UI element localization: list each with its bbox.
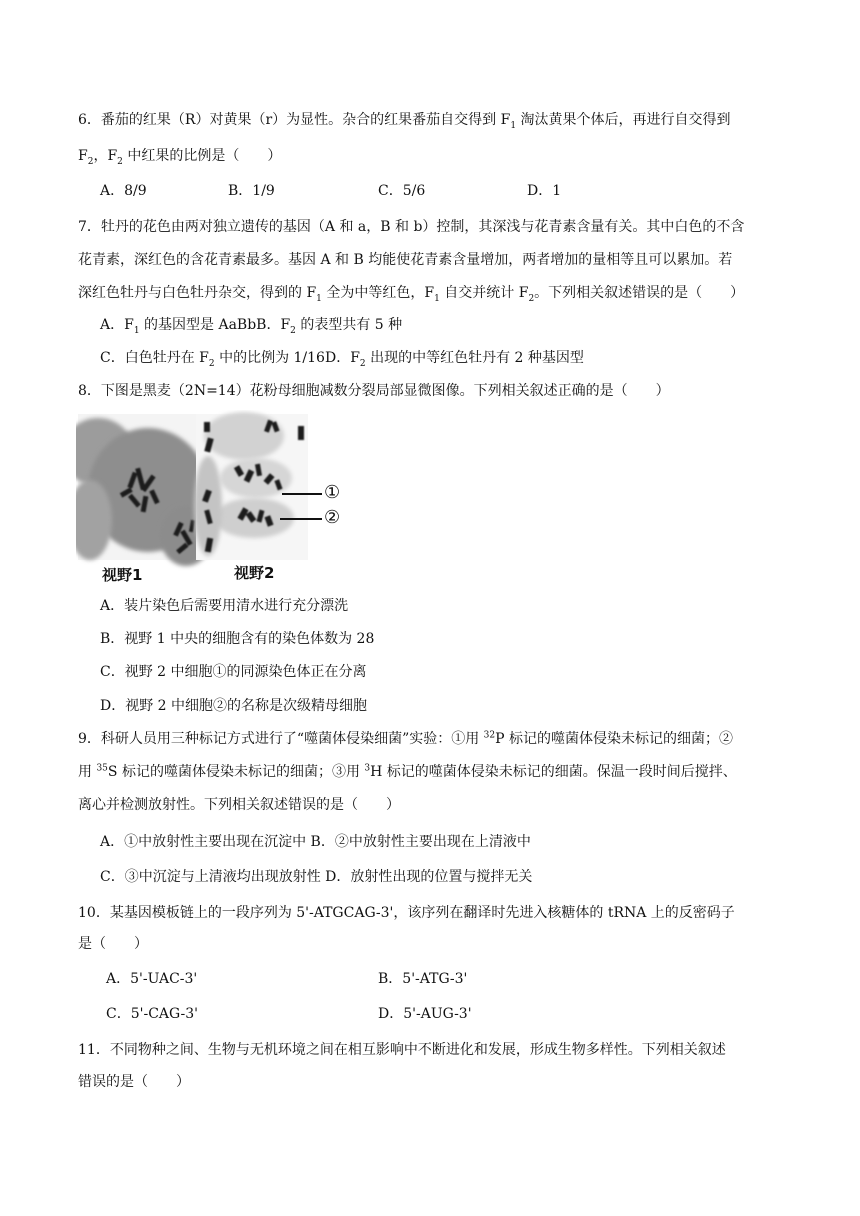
q9-stem-line-1: 9．科研人员用三种标记方式进行了“噬菌体侵染细菌”实验：①用 $^{32}$P 标记的噬菌体侵染未标记的细菌；②: [78, 730, 733, 747]
figure-marker-1: ①: [324, 482, 341, 503]
q10-stem-line-1: 10．某基因模板链上的一段序列为 5'-ATGCAG-3'，该序列在翻译时先进入核糖体的 tRNA 上的反密码子: [78, 905, 735, 921]
q10-option-d: D．5'-AUG-3': [378, 1006, 472, 1022]
q11-stem-line-2: 错误的是（ ）: [78, 1074, 190, 1090]
q7-options-cd: C．白色牡丹在 $F_2$ 中的比例为 1/16D．$F_2$ 出现的中等红色牡丹有 2 种基因型: [100, 350, 584, 369]
q10-option-a: A．5'-UAC-3': [106, 971, 198, 987]
q9-stem-line-3: 离心并检测放射性。下列相关叙述错误的是（ ）: [78, 797, 400, 813]
q11-stem-line-1: 11．不同物种之间、生物与无机环境之间在相互影响中不断进化和发展，形成生物多样性。下列相关叙述: [78, 1042, 726, 1058]
q7-options-ab: A．$F_1$ 的基因型是 AaBbB．$F_2$ 的表型共有 5 种: [100, 317, 403, 336]
q6-option-d: D．1: [527, 183, 562, 199]
q7-stem-line-1: 7．牡丹的花色由两对独立遗传的基因（A 和 a，B 和 b）控制，其深浅与花青素含量有关。其中白色的不含: [78, 219, 745, 235]
q8-option-c: C．视野 2 中细胞①的同源染色体正在分离: [100, 664, 367, 680]
q10-stem-line-2: 是（ ）: [78, 936, 148, 952]
figure-label-field-1: 视野1: [102, 566, 143, 584]
q9-stem-line-2: 用 $^{35}$S 标记的噬菌体侵染未标记的细菌；③用 $^3$H 标记的噬菌体侵染未标记的细菌。保温一段时间后搅拌、: [78, 763, 737, 780]
q9-options-ab: A．①中放射性主要出现在沉淀中 B．②中放射性主要出现在上清液中: [100, 834, 531, 850]
q7-stem-line-3: 深红色牡丹与白色牡丹杂交，得到的 $F_1$ 全为中等红色，$F_1$ 自交并统计 $F_2$。下列相关叙述错误的是（ ）: [78, 285, 745, 304]
field-of-view-2: [194, 412, 322, 560]
q9-options-cd: C．③中沉淀与上清液均出现放射性 D．放射性出现的位置与搅拌无关: [100, 869, 533, 885]
q10-option-c: C．5'-CAG-3': [106, 1006, 198, 1022]
q6-option-a: A．8/9: [100, 183, 147, 199]
q10-option-b: B．5'-ATG-3': [378, 971, 468, 987]
q8-option-d: D．视野 2 中细胞②的名称是次级精母细胞: [100, 698, 368, 714]
q6-option-b: B．1/9: [228, 183, 275, 199]
q8-option-a: A．装片染色后需要用清水进行充分漂洗: [100, 598, 349, 614]
micrograph-figure: [76, 410, 376, 585]
q7-stem-line-2: 花青素，深红色的含花青素最多。基因 A 和 B 均能使花青素含量增加，两者增加的量相等且可以累加。若: [78, 252, 733, 268]
q6-stem-line-2: $F_2$，$F_2$ 中红果的比例是（ ）: [78, 148, 282, 167]
field-of-view-1: [76, 414, 212, 566]
q8-option-b: B．视野 1 中央的细胞含有的染色体数为 28: [100, 631, 375, 647]
figure-marker-2: ②: [324, 507, 341, 528]
q8-stem: 8．下图是黑麦（2N=14）花粉母细胞减数分裂局部显微图像。下列相关叙述正确的是（ ）: [78, 383, 670, 399]
q6-stem-line-1: 6．番茄的红果（R）对黄果（r）为显性。杂合的红果番茄自交得到 $F_1$ 淘汰黄果个体后，再进行自交得到: [78, 112, 731, 131]
q6-option-c: C．5/6: [378, 183, 426, 199]
figure-label-field-2: 视野2: [234, 564, 275, 582]
